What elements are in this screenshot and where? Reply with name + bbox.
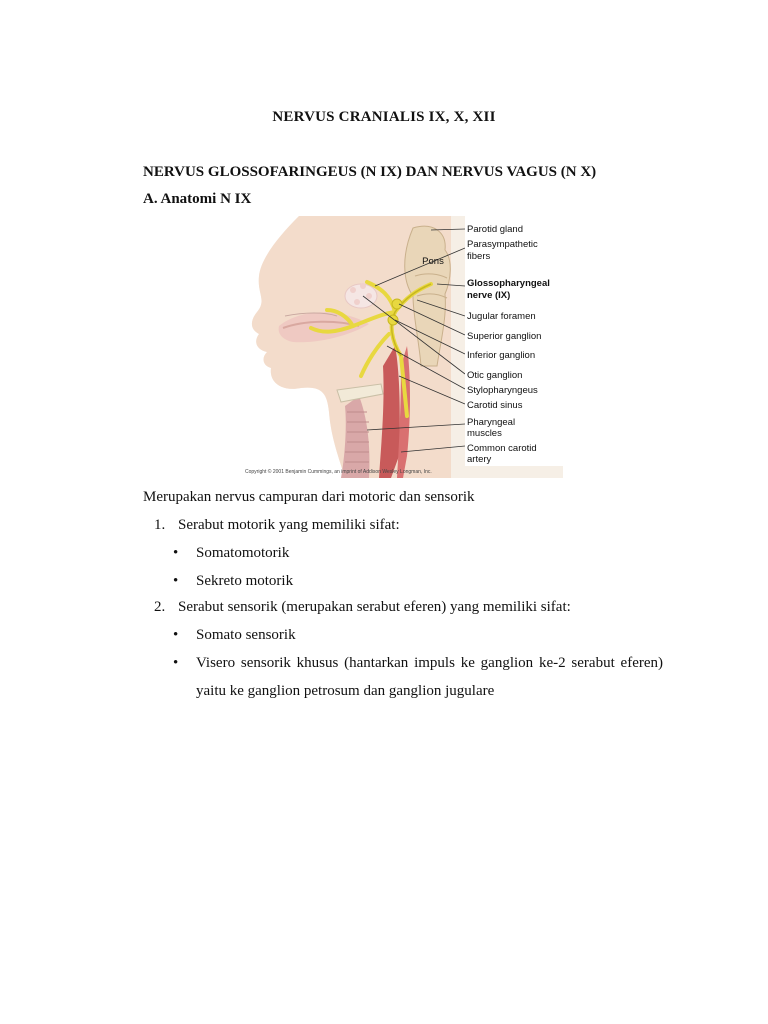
label-nerve-ix: nerve (IX)	[467, 290, 511, 301]
label-glossopharyngeal: Glossopharyngeal	[467, 278, 550, 289]
bullet-icon: •	[173, 627, 179, 643]
label-inferior-ganglion: Inferior ganglion	[467, 350, 536, 361]
list-item	[154, 599, 571, 616]
anatomy-figure	[241, 216, 563, 478]
list-number: 1.	[154, 517, 166, 533]
label-pons: Pons	[422, 256, 444, 267]
bullet-text: Sekreto motorik	[196, 573, 294, 589]
label-stylopharyngeus: Stylopharyngeus	[467, 385, 538, 396]
label-muscles: muscles	[467, 428, 502, 439]
label-common-carotid: Common carotid	[467, 443, 537, 454]
document-title: NERVUS CRANIALIS IX, X, XII	[272, 109, 496, 125]
label-superior-ganglion: Superior ganglion	[467, 331, 542, 342]
label-parotid-gland: Parotid gland	[467, 224, 523, 235]
bullet-icon: •	[173, 573, 179, 589]
section-heading: NERVUS GLOSSOFARINGEUS (N IX) DAN NERVUS VAGUS (N X)	[143, 164, 597, 180]
list-number: 2.	[154, 599, 166, 615]
label-artery: artery	[467, 454, 492, 465]
list-text: Serabut sensorik (merupakan serabut eferen) yang memiliki sifat:	[178, 599, 571, 615]
label-fibers: fibers	[467, 251, 491, 262]
bullet-icon: •	[173, 545, 179, 561]
list-text: Serabut motorik yang memiliki sifat:	[178, 517, 400, 533]
label-pharyngeal: Pharyngeal	[467, 417, 516, 428]
label-otic-ganglion: Otic ganglion	[467, 370, 523, 381]
bullet-text: Somato sensorik	[196, 627, 296, 643]
label-jugular-foramen: Jugular foramen	[467, 311, 536, 322]
bullet-text: Somatomotorik	[196, 545, 290, 561]
bullet-icon: •	[173, 655, 179, 671]
bullet-text: Visero sensorik khusus (hantarkan impuls ke ganglion ke-2 serabut eferen) yaitu ke ganglion petrosum dan ganglion jugulare	[196, 655, 663, 699]
list-item	[154, 517, 400, 534]
label-parasympathetic: Parasympathetic	[467, 239, 538, 250]
intro-paragraph: Merupakan nervus campuran dari motoric dan sensorik	[143, 489, 475, 505]
label-carotid-sinus: Carotid sinus	[467, 400, 523, 411]
figure-copyright: Copyright © 2001 Benjamin Cummings, an imprint of Addison Wesley Longman, Inc.	[245, 469, 432, 475]
subsection-heading: A. Anatomi N IX	[143, 191, 252, 207]
